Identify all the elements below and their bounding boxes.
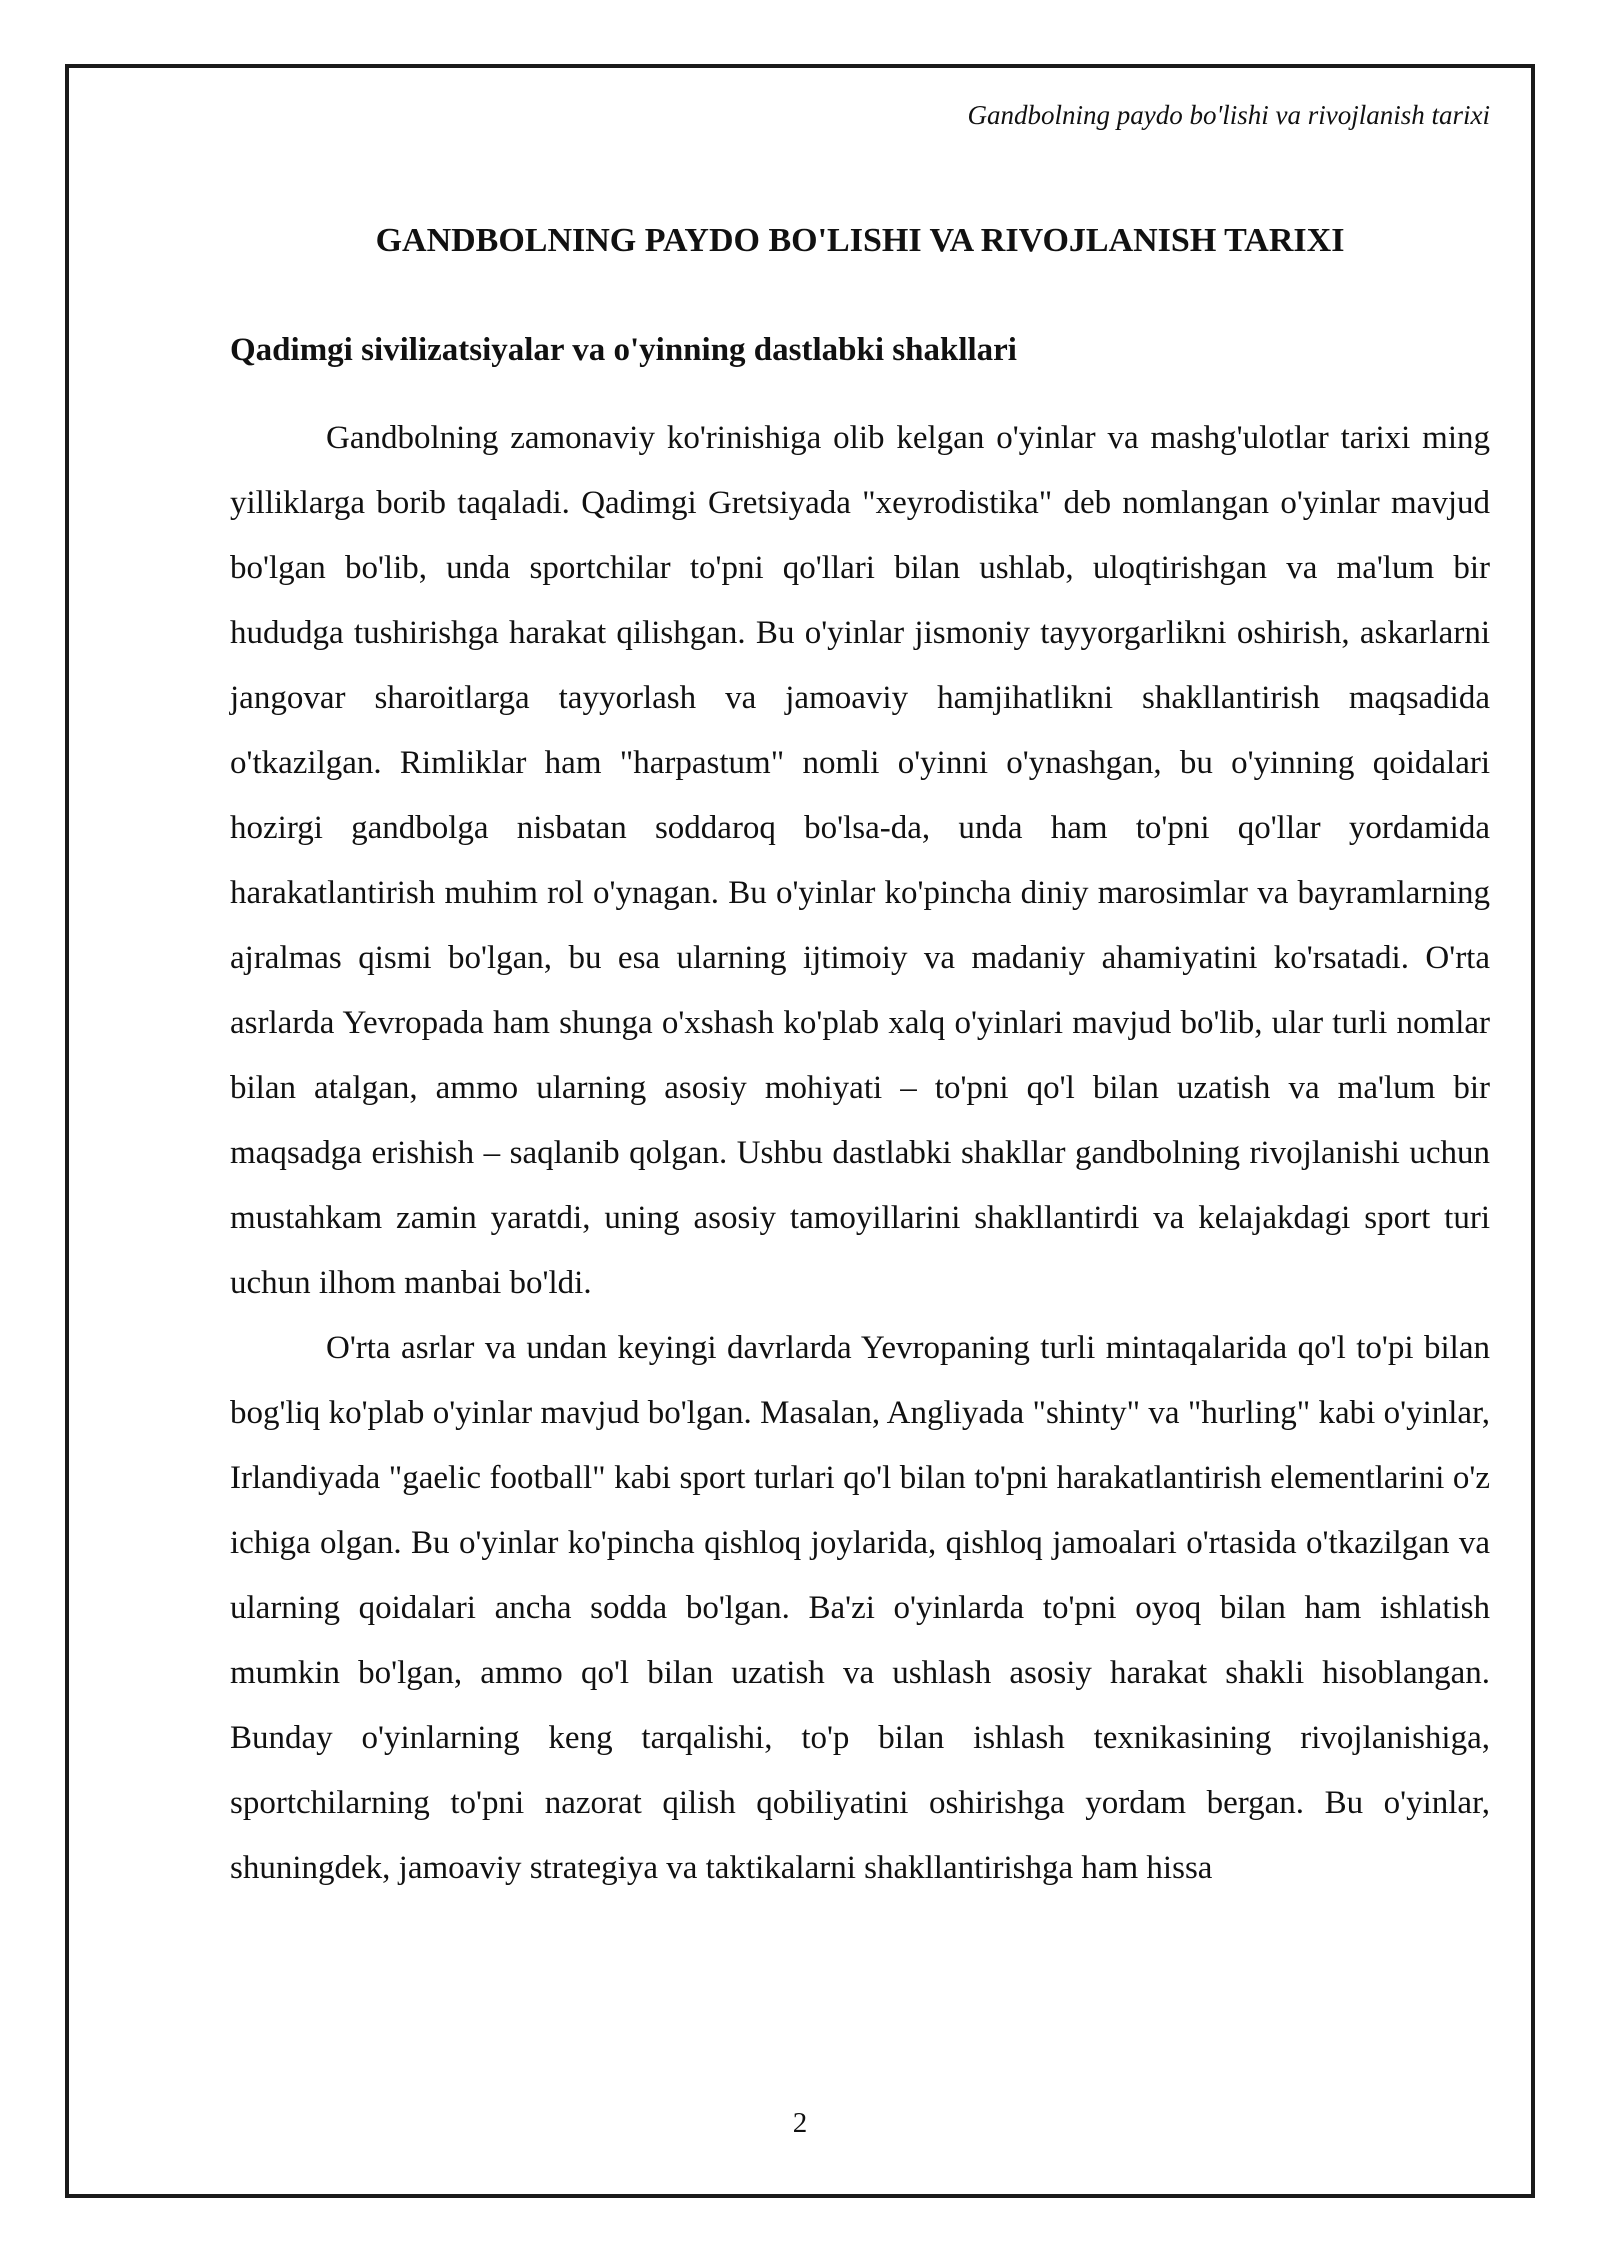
section-heading: Qadimgi sivilizatsiyalar va o'yinning dastlabki shakllari xyxy=(230,332,1017,368)
document-title: GANDBOLNING PAYDO BO'LISHI VA RIVOJLANISH TARIXI xyxy=(375,222,1345,259)
body-text xyxy=(230,406,1490,1901)
page-number: 2 xyxy=(792,2107,808,2139)
running-header: Gandbolning paydo bo'lishi va rivojlanish tarixi xyxy=(967,100,1490,130)
paragraph-1: Gandbolning zamonaviy ko'rinishiga olib kelgan o'yinlar va mashg'ulotlar tarixi ming yilliklarga borib taqaladi. Qadimgi Gretsiyada "xeyrodistika" deb nomlangan o'yinlar mavjud bo'lgan bo'lib, unda sportchilar to'pni qo'llari bilan ushlab, uloqtirishgan va ma'lum bir hududga tushirishga harakat qilishgan. Bu o'yinlar jismoniy tayyorgarlikni oshirish, askarlarni jangovar sharoitlarga tayyorlash va jamoaviy hamjihatlikni shakllantirish maqsadida o'tkazilgan. Rimliklar ham "harpastum" nomli o'yinni o'ynashgan, bu o'yinning qoidalari hozirgi gandbolga nisbatan soddaroq bo'lsa-da, unda ham to'pni qo'llar yordamida harakatlantirish muhim rol o'ynagan. Bu o'yinlar ko'pincha diniy marosimlar va bayramlarning ajralmas qismi bo'lgan, bu esa ularning ijtimoiy va madaniy ahamiyatini ko'rsatadi. O'rta asrlarda Yevropada ham shunga o'xshash ko'plab xalq o'yinlari mavjud bo'lib, ular turli nomlar bilan atalgan, ammo ularning asosiy mohiyati – to'pni qo'l bilan uzatish va ma'lum bir maqsadga erishish – saqlanib qolgan. Ushbu dastlabki shakllar gandbolning rivojlanishi uchun mustahkam zamin yaratdi, uning asosiy tamoyillarini shakllantirdi va kelajakdagi sport turi uchun ilhom manbai bo'ldi. xyxy=(230,420,1490,1301)
paragraph-2: O'rta asrlar va undan keyingi davrlarda Yevropaning turli mintaqalarida qo'l to'pi bilan bog'liq ko'plab o'yinlar mavjud bo'lgan. Masalan, Angliyada "shinty" va "hurling" kabi o'yinlar, Irlandiyada "gaelic football" kabi sport turlari qo'l bilan to'pni harakatlantirish elementlarini o'z ichiga olgan. Bu o'yinlar ko'pincha qishloq joylarida, qishloq jamoalari o'rtasida o'tkazilgan va ularning qoidalari ancha sodda bo'lgan. Ba'zi o'yinlarda to'pni oyoq bilan ham ishlatish mumkin bo'lgan, ammo qo'l bilan uzatish va ushlash asosiy harakat shakli hisoblangan. Bunday o'yinlarning keng tarqalishi, to'p bilan ishlash texnikasining rivojlanishiga, sportchilarning to'pni nazorat qilish qobiliyatini oshirishga yordam bergan. Bu o'yinlar, shuningdek, jamoaviy strategiya va taktikalarni shakllantirishga ham hissa xyxy=(230,1330,1490,1886)
